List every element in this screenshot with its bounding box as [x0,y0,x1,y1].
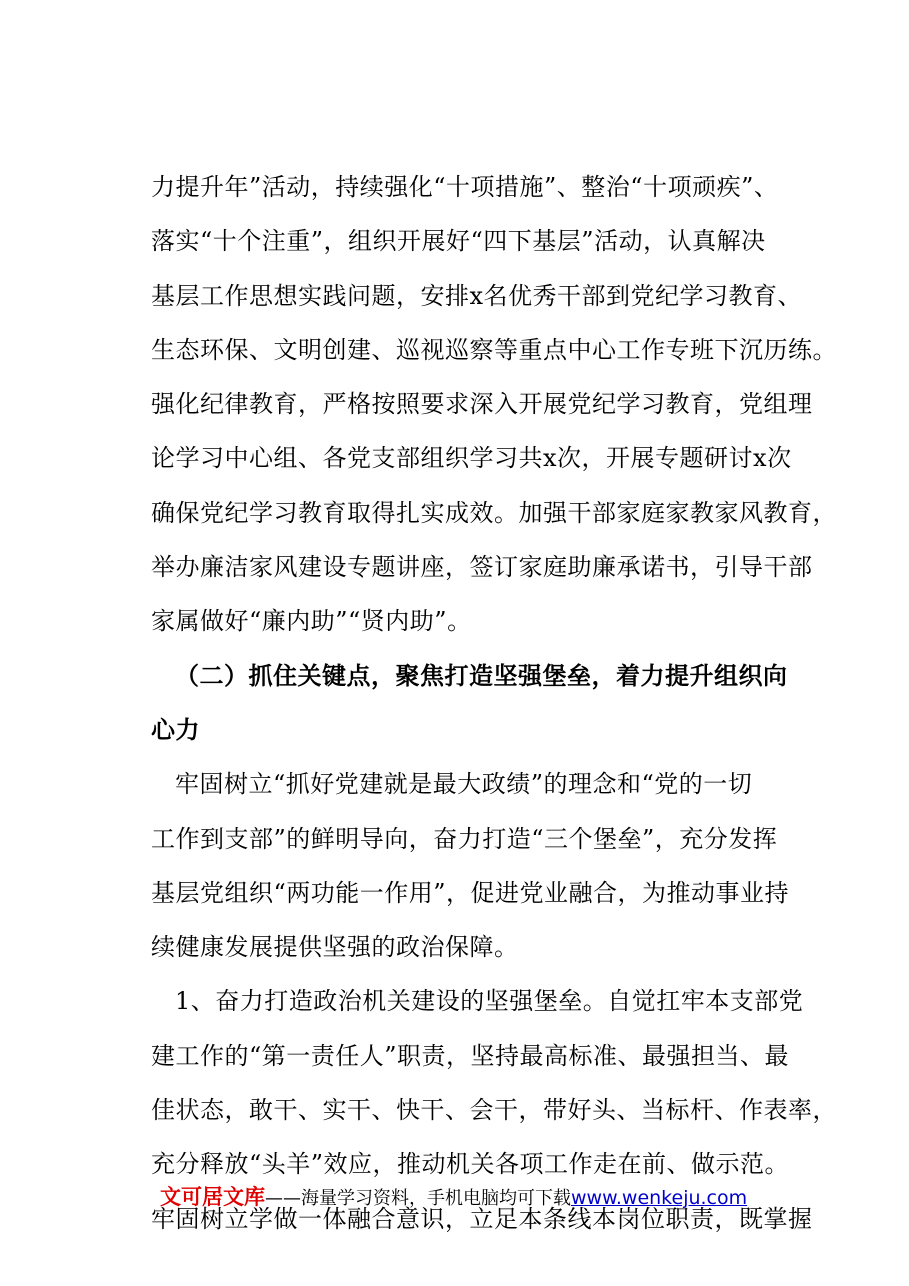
text-line: 牢固树立学做一体融合意识，立足本条线本岗位职责，既掌握 [151,1204,813,1233]
text-line: 基层党组织“两功能一作用”，促进党业融合，为推动事业持 [151,878,790,907]
document-body [151,160,837,1246]
section-heading-continued: 心力 [151,714,200,744]
text-line: 家属做好“廉内助”“贤内助”。 [151,607,472,636]
footer-tagline: 海量学习资料，手机电脑均可下载 [301,1188,571,1209]
footer-brand: 文可居文库 [160,1185,265,1209]
text-line: 论学习中心组、各党支部组织学习共x次，开展专题研讨x次 [151,444,792,473]
text-line: 充分释放“头羊”效应，推动机关各项工作走在前、做示范。 [151,1150,790,1179]
text-line: 力提升年”活动，持续强化“十项措施”、整治“十项顽疾”、 [151,173,779,201]
footer-banner [160,1181,800,1213]
text-line: 佳状态，敢干、实干、快干、会干，带好头、当标杆、作表率， [151,1096,837,1125]
text-line: 1、奋力打造政治机关建设的坚强堡垒。自觉扛牢本支部党 [175,987,804,1016]
text-line: 建工作的“第一责任人”职责，坚持最高标准、最强担当、最 [151,1041,790,1070]
section-heading: （二）抓住关键点，聚焦打造坚强堡垒，着力提升组织向 [175,660,788,690]
text-line: 确保党纪学习教育取得扎实成效。加强干部家庭家教家风教育， [151,498,837,527]
text-line: 落实“十个注重”，组织开展好“四下基层”活动，认真解决 [151,227,766,256]
text-line: 基层工作思想实践问题，安排x名优秀干部到党纪学习教育、 [151,281,803,310]
text-line: 生态环保、文明创建、巡视巡察等重点中心工作专班下沉历练。 [151,335,837,364]
text-line: 续健康发展提供坚强的政治保障。 [151,933,519,962]
text-line: 牢固树立“抓好党建就是最大政绩”的理念和“党的一切 [175,770,753,799]
footer-url-link[interactable]: www.wenkeju.com [571,1187,748,1209]
footer-dash: —— [265,1188,301,1209]
text-line: 工作到支部”的鲜明导向，奋力打造“三个堡垒”，充分发挥 [151,824,778,853]
text-line: 强化纪律教育，严格按照要求深入开展党纪学习教育，党组理 [151,390,813,419]
text-line: 举办廉洁家风建设专题讲座，签订家庭助廉承诺书，引导干部 [151,553,813,582]
